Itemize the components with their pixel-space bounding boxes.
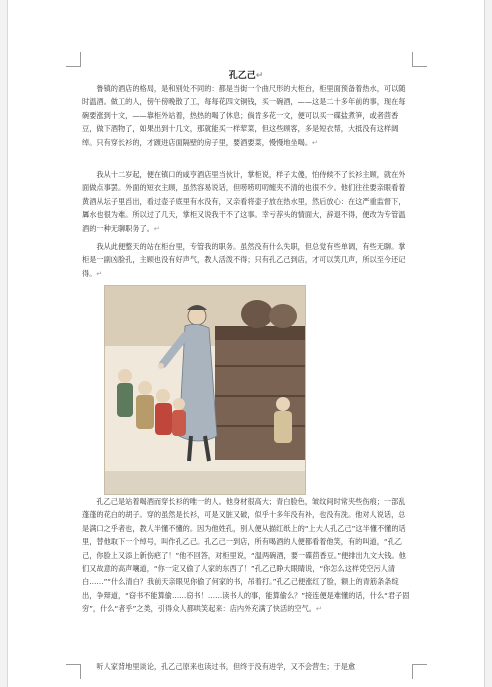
paragraph-2[interactable]: 我从十二岁起，便在镇口的咸亨酒店里当伙计，掌柜说，样子太傻，怕侍候不了长衫主顾，就在外面做点事罢。外面的短衣主顾，虽然容易说话，但唠唠叨叨缠夹不清的也很不少。他们往往要亲眼看着黄酒从坛子里舀出，看过壶子底里有水没有，又亲看将壶子放在热水里，然后放心：在这严重监督下，羼水也很为难。所以过了几天，掌柜又说我干不了这事。幸亏荐头的情面大，辞退不得，便改为专管温酒的一种无聊职务了。↵ bbox=[82, 170, 406, 233]
paragraph-1[interactable]: 鲁镇的酒店的格局，是和别处不同的：都是当街一个曲尺形的大柜台，柜里面预备着热水，可以随时温酒。做工的人，傍午傍晚散了工，每每花四文铜钱，买一碗酒，——这是二十多年前的事，现在每碗要涨到十文，——靠柜外站着，热热的喝了休息；倘肯多花一文，便可以买一碟盐煮笋，或者茴香豆，做下酒物了，如果出到十几文，那就能买一样荤菜，但这些顾客，多是短衣帮，大抵没有这样阔绰。只有穿长衫的，才踱进店面隔壁的房子里，要酒要菜，慢慢地坐喝。↵ bbox=[82, 84, 406, 147]
paragraph-5[interactable]: 听人家背地里谈论，孔乙己原来也读过书，但终于没有进学，又不会营生；于是愈 bbox=[96, 662, 356, 671]
document-page bbox=[8, 0, 484, 687]
crop-mark-top-left bbox=[66, 52, 81, 67]
crop-mark-bottom-left bbox=[66, 664, 81, 679]
document-title: 孔乙己↵ bbox=[228, 71, 264, 81]
crop-mark-top-right bbox=[412, 52, 427, 67]
illustration-kong-yiji[interactable] bbox=[104, 285, 306, 495]
paragraph-4[interactable]: 孔乙己是站着喝酒而穿长衫的唯一的人。他身材很高大；青白脸色，皱纹间时常夹些伤痕；一部乱蓬蓬的花白的胡子。穿的虽然是长衫，可是又脏又破，似乎十多年没有补，也没有洗。他对人说话，总是满口之乎者也，教人半懂不懂的。因为他姓孔，别人便从描红纸上的“上大人孔乙己”这半懂不懂的话里，替他取下一个绰号，叫作孔乙己。孔乙己一到店，所有喝酒的人便都看着他笑，有的叫道，“孔乙己，你脸上又添上新伤疤了！”他不回答，对柜里说，“温两碗酒，要一碟茴香豆。”便排出九文大钱。他们又故意的高声嚷道，“你一定又偷了人家的东西了！”孔乙己睁大眼睛说，“你怎么这样凭空污人清白……”“什么清白？我前天亲眼见你偷了何家的书，吊着打。”孔乙己便涨红了脸，额上的青筋条条绽出，争辩道，“窃书不能算偷……窃书！……读书人的事，能算偷么？”接连便是难懂的话，什么“君子固穷”，什么“者乎”之类，引得众人都哄笑起来：店内外充满了快活的空气。↵ bbox=[82, 497, 410, 614]
paragraph-3[interactable]: 我从此便整天的站在柜台里，专管我的职务。虽然没有什么失职，但总觉有些单调，有些无聊。掌柜是一副凶脸孔，主顾也没有好声气，教人活泼不得；只有孔乙己到店，才可以笑几声，所以至今还记得。↵ bbox=[82, 242, 406, 278]
illustration-drawing bbox=[105, 286, 305, 494]
crop-mark-bottom-right bbox=[412, 664, 427, 679]
